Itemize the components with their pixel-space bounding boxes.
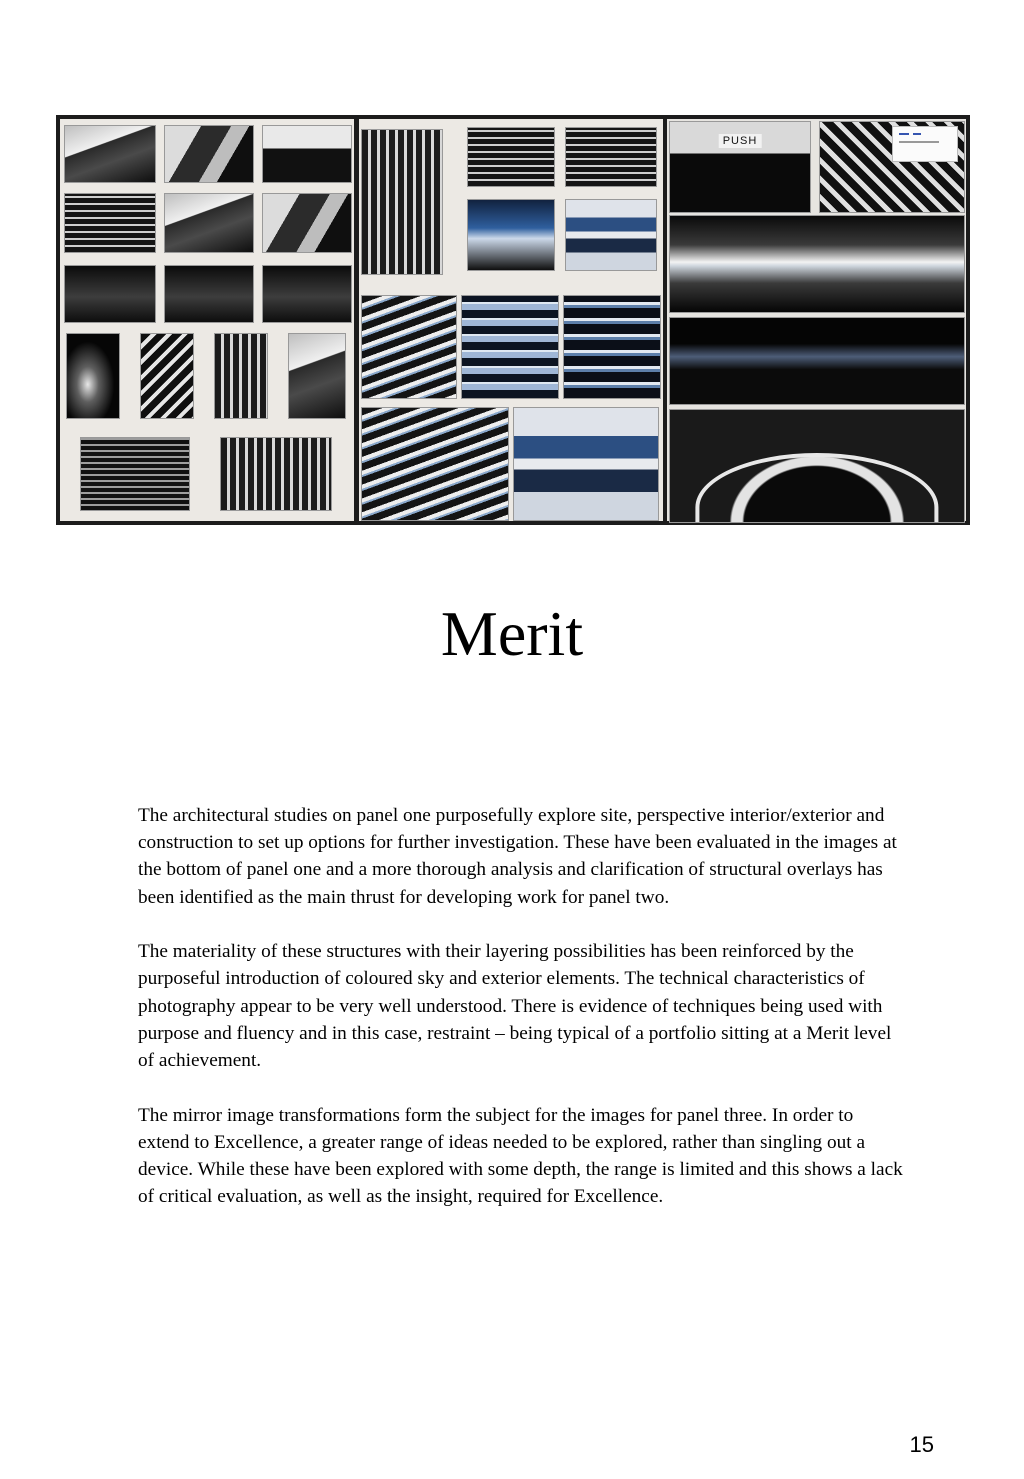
label-card	[892, 126, 958, 162]
photo-tower	[288, 333, 346, 419]
photo-building-sky	[467, 199, 555, 271]
photo-mirror-chevron	[819, 121, 965, 213]
photo-building-exterior	[64, 125, 156, 183]
photo-curved-facade	[513, 407, 659, 521]
photo-overlay-stripes	[563, 295, 661, 399]
panel-three	[667, 119, 966, 521]
body-text	[138, 802, 908, 1238]
photo-scaffold	[214, 333, 268, 419]
push-sign-text: PUSH	[719, 134, 762, 148]
panel-two	[359, 119, 663, 521]
photo-interior-dark	[64, 265, 156, 323]
photo-balconies-two	[565, 127, 657, 187]
photo-mirror-interior	[669, 317, 965, 405]
paragraph-panel-one: The architectural studies on panel one purposefully explore site, perspective interior/exterior and construction to set up options for further investigation. These have been evaluated in the images at the bottom of panel one and a more thorough analysis and clarification of structural overlays has been identified as the main thrust for developing work for panel two.	[138, 805, 897, 908]
photo-canopy	[361, 407, 509, 521]
photo-perspective	[164, 193, 254, 253]
panel-one	[60, 119, 354, 521]
photo-evaluation-one	[80, 437, 190, 511]
arch-shape	[695, 453, 938, 523]
page-title: Merit	[440, 598, 584, 669]
paragraph-mirror-images: The mirror image transformations form the subject for the images for panel three. In order to extend to Excellence, a greater range of ideas needed to be explored, rather than singling out a device. While these have been explored with some depth, the range is limited and this shows a lack of critical evaluation, as well as the insight, required for Excellence.	[138, 1104, 903, 1208]
portfolio-board-photo	[56, 115, 970, 525]
photo-building-low	[262, 125, 352, 183]
photo-facade	[64, 193, 156, 253]
photo-interior-columns	[164, 265, 254, 323]
photo-glass-blue	[565, 199, 657, 271]
page-number: 15	[909, 1432, 934, 1457]
photo-overlay-diagonal	[361, 295, 457, 399]
photo-construction-beam	[140, 333, 194, 419]
paragraph-materiality: The materiality of these structures with their layering possibilities has been reinforced by the purposeful introduction of coloured sky and exterior elements. The technical characteristics of photography appear to be very well understood. There is evidence of techniques being used with purpose and fluency and in this case, restraint – being typical of a portfolio sitting at a Merit level of achievement.	[138, 941, 892, 1072]
photo-building-angle	[164, 125, 254, 183]
photo-mirror-sign	[669, 121, 811, 213]
photo-mirror-arch	[669, 409, 965, 523]
photo-structure	[262, 193, 352, 253]
photo-interior-window	[262, 265, 352, 323]
photo-light-abstract	[66, 333, 120, 419]
photo-vertical-facade	[361, 129, 443, 275]
photo-overlay-layers	[461, 295, 559, 399]
photo-evaluation-two	[220, 437, 332, 511]
photo-mirror-ceiling	[669, 215, 965, 313]
photo-balconies	[467, 127, 555, 187]
